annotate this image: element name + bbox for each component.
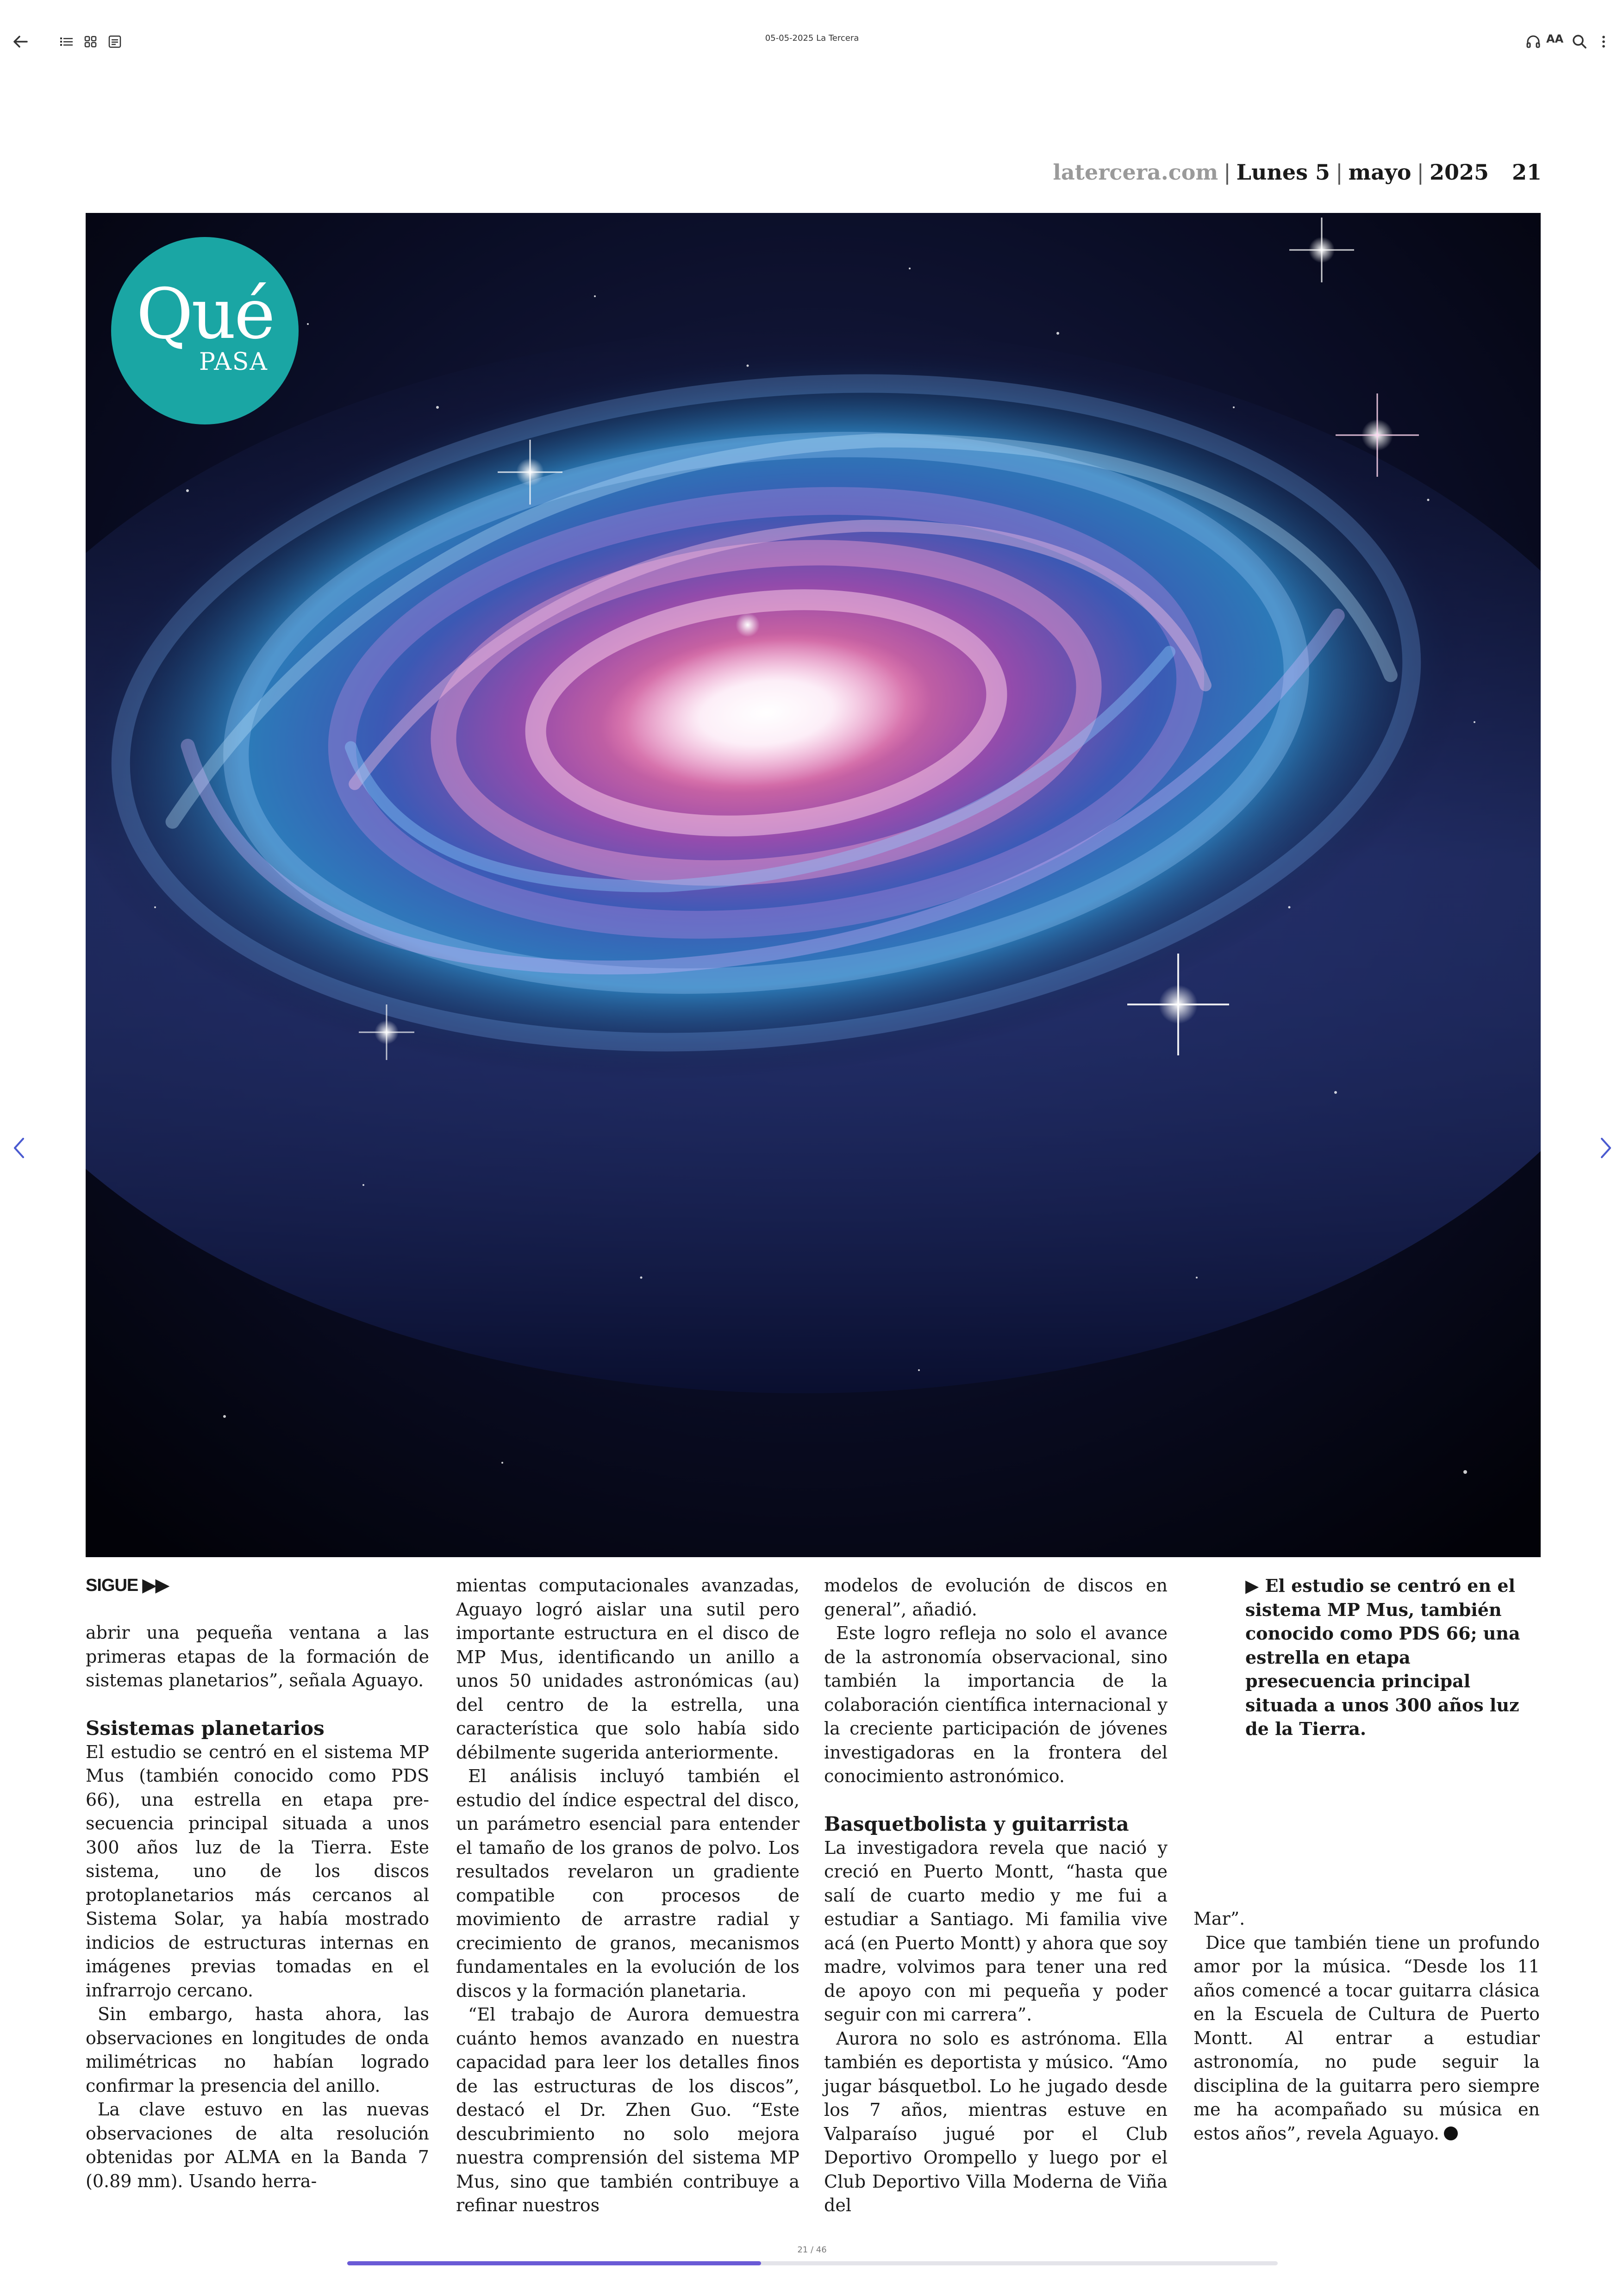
reading-progress-fill — [347, 2261, 761, 2265]
logo-que: Qué — [136, 274, 274, 355]
site-name: latercera.com — [1053, 160, 1218, 185]
sigue-label: SIGUE ▶▶ — [86, 1576, 169, 1595]
article-paragraph: “El trabajo de Aurora demuestra cuánto hemos avanzado en nuestra capacidad para leer los detalles finos de las estructuras de los discos”, destacó el Dr. Zhen Guo. “Este descubrimiento no solo mejora nuestra comprensión del sistema MP Mus, sino que también contribuye a refinar nuestros — [456, 2004, 800, 2215]
end-mark-icon — [1444, 2127, 1458, 2140]
galaxy-artwork — [86, 213, 1541, 1557]
header-year: 2025 — [1429, 160, 1489, 185]
article-paragraph: Este logro refleja no solo el avance de la astronomía observacional, sino también la importancia de la colaboración científica internacional y la creciente participación de jóvenes investigadoras en la frontera del conocimiento astronómico. — [824, 1623, 1168, 1786]
que-pasa-logo — [111, 237, 299, 424]
article-paragraph: La investigadora revela que nació y creció en Puerto Montt, “hasta que salí de cuarto medio y me fui a estudiar a Santiago. Mi familia vive acá (en Puerto Montt) y ahora que soy madre, volvimos para tener una red de apoyo con mi pequeña y poder seguir con mi carrera”. — [824, 1837, 1168, 2025]
more-icon[interactable] — [1594, 32, 1613, 51]
font-size-button[interactable]: AA — [1546, 32, 1564, 45]
galaxy-illustration — [86, 213, 1541, 1557]
article-paragraph: abrir una pequeña ventana a las primeras etapas de la formación de sistemas planetarios”, señala Aguayo. — [86, 1622, 429, 1690]
page-header: latercera.com | Lunes 5 | mayo | 2025 21 — [1053, 160, 1542, 185]
article-column-2 — [456, 1574, 800, 2218]
headphones-icon[interactable] — [1524, 32, 1543, 51]
search-icon[interactable] — [1570, 32, 1589, 51]
document-title: 05-05-2025 La Tercera — [765, 33, 859, 43]
article-column-3 — [824, 1574, 1168, 2218]
reader-toolbar — [0, 0, 1624, 83]
article-column-4 — [1193, 1907, 1540, 2145]
chevron-left-icon — [5, 1129, 32, 1166]
article-closing-text: Dice que también tiene un profundo amor por la música. “Desde los 11 años comencé a tocar guitarra clásica en la Escuela de Cultura de Puerto Montt. Al entrar a estudiar astronomía, no pude seguir la disciplina de la guitarra pero siempre me ha acompañado su música en estos años”, revela Aguayo. — [1193, 1932, 1540, 2144]
article-paragraph: La clave estuvo en las nuevas observaciones de alta resolución obtenidas por ALMA en la Banda 7 (0.89 mm). Usando herra- — [86, 2099, 429, 2191]
section-heading: Basquetbolista y guitarrista — [824, 1812, 1129, 1835]
previous-page-button[interactable] — [5, 1129, 32, 1166]
next-page-button[interactable] — [1593, 1129, 1620, 1166]
article-paragraph: Mar”. — [1193, 1908, 1245, 1929]
article-paragraph: modelos de evolución de discos en general”, añadió. — [824, 1575, 1168, 1620]
logo-pasa: PASA — [199, 348, 268, 376]
article-column-1 — [86, 1574, 429, 2193]
article-paragraph: El análisis incluyó también el estudio del índice espectral del disco, un parámetro esencial para entender el tamaño de los granos de polvo. Los resultados revelaron un gradiente compatible con procesos de movimiento de arrastre radial y crecimiento de granos, mecanismos fundamentales en la evolución de los discos y la formación planetaria. — [456, 1766, 800, 2001]
article-paragraph: Sin embargo, hasta ahora, las observaciones en longitudes de onda milimétricas no habían logrado confirmar la presencia del anillo. — [86, 2004, 429, 2096]
reading-progress-bar[interactable] — [347, 2261, 1278, 2265]
article-paragraph — [1193, 1931, 1540, 2146]
header-day: Lunes 5 — [1236, 160, 1330, 185]
article-paragraph: Aurora no solo es astrónoma. Ella también es deportista y músico. “Amo jugar básquetbol. Lo he jugado desde los 7 años, mientras estuve en Valparaíso jugué por el Club Deportivo Orompello y luego por el Club Deportivo Villa Moderna de Viña del — [824, 2028, 1168, 2215]
chevron-right-icon — [1593, 1129, 1620, 1166]
article-paragraph: El estudio se centró en el sistema MP Mus (también conocido como PDS 66), una estrella en etapa pre-secuencia principal situada a unos 300 años luz de la Tierra. Este sistema, uno de los discos protoplanetarios más cercanos al Sistema Solar, ya había mostrado indicios de estructuras internas en imágenes previas tomadas en el infrarrojo cercano. — [86, 1741, 429, 2001]
article-paragraph: mientas computacionales avanzadas, Aguayo logró aislar una sutil pero importante estructura en el disco de MP Mus, identificando un anillo a unos 50 unidades astronómicas (au) del centro de la estrella, una característica que solo había sido débilmente sugerida anteriormente. — [456, 1575, 800, 1763]
page-number: 21 — [1512, 160, 1542, 185]
page-indicator: 21 / 46 — [797, 2245, 827, 2255]
section-heading: Ssistemas planetarios — [86, 1716, 325, 1740]
header-month: mayo — [1348, 160, 1412, 185]
pull-quote: ▶ El estudio se centró en el sistema MP Mus, también conocido como PDS 66; una estrella en etapa presecuencia principal situada a unos 300 años luz de la Tierra. — [1245, 1575, 1520, 1739]
